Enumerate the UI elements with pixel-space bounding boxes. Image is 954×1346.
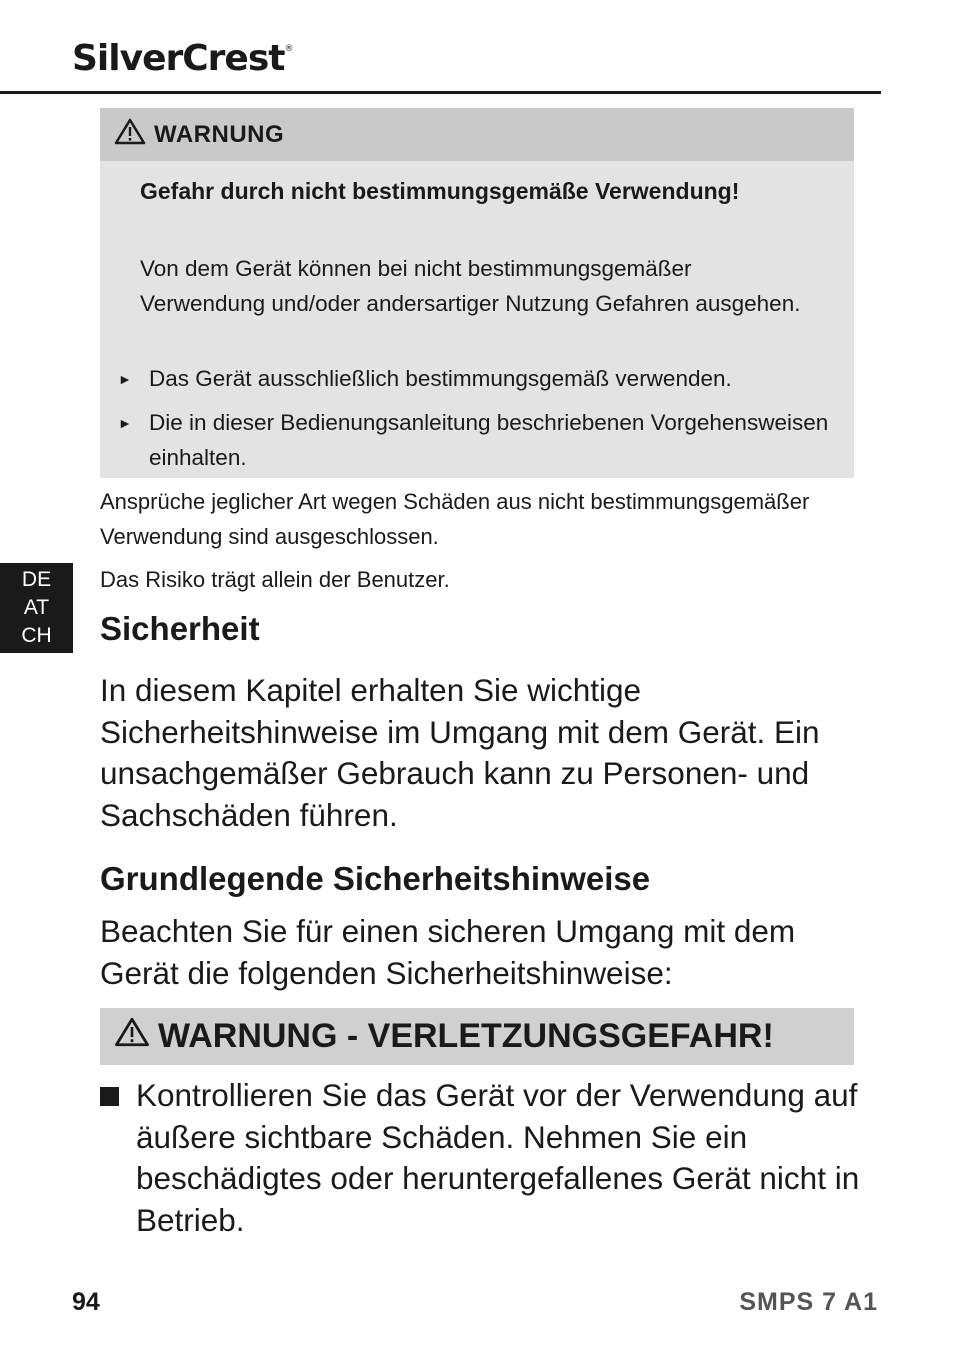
page-number: 94 xyxy=(72,1288,100,1316)
warning-title: Gefahr durch nicht bestimmungsgemäße Verwendung! xyxy=(140,178,740,204)
warning-bullet-text: Die in dieser Bedienungsanleitung beschriebenen Vorgehensweisen einhalten. xyxy=(149,410,829,470)
warning-box xyxy=(100,108,854,478)
risk-paragraph: Das Risiko trägt allein der Benutzer. xyxy=(100,567,450,592)
silvercrest-logo xyxy=(72,38,292,79)
warning-bullet-text: Das Gerät ausschließlich bestimmungsgemäß verwenden. xyxy=(149,366,732,391)
warning-bullet xyxy=(118,406,838,475)
logo-text: SilverCrest xyxy=(72,38,285,79)
injury-warning-item: Kontrollieren Sie das Gerät vor der Verwendung auf äußere sichtbare Schäden. Nehmen Sie ein beschädigtes oder heruntergefallenes Gerät nicht in Betrieb. xyxy=(136,1077,860,1238)
registered-mark: ® xyxy=(284,44,293,54)
basic-safety-heading: Grundlegende Sicherheitshinweise xyxy=(100,860,651,897)
warning-triangle-icon xyxy=(114,118,146,152)
injury-warning-label: WARNUNG - VERLETZUNGSGEFAHR! xyxy=(158,1017,774,1055)
language-at: AT xyxy=(23,596,50,619)
arrow-bullet-icon: ► xyxy=(118,371,132,387)
safety-heading: Sicherheit xyxy=(100,610,260,647)
header-rule xyxy=(0,91,881,94)
basic-safety-paragraph: Beachten Sie für einen sicheren Umgang mit dem Gerät die folgenden Sicherheitshinweise: xyxy=(100,913,796,991)
warning-label: WARNUNG xyxy=(154,120,285,148)
claims-paragraph: Ansprüche jeglicher Art wegen Schäden aus nicht bestimmungsgemäßer Verwendung sind ausgeschlossen. xyxy=(100,489,810,549)
language-ch: CH xyxy=(21,624,52,647)
injury-warning-bar xyxy=(100,1008,854,1065)
warning-box-header xyxy=(100,108,854,161)
warning-text: Von dem Gerät können bei nicht bestimmungsgemäßer Verwendung und/oder andersartiger Nutzung Gefahren ausgehen. xyxy=(140,256,801,316)
language-de: DE xyxy=(21,568,52,591)
arrow-bullet-icon: ► xyxy=(118,415,132,431)
warning-triangle-icon xyxy=(114,1017,150,1056)
safety-paragraph: In diesem Kapitel erhalten Sie wichtige Sicherheitshinweise im Umgang mit dem Gerät. Ein unsachgemäßer Gebrauch kann zu Personen- und Sachschäden führen. xyxy=(100,672,820,833)
language-tab xyxy=(0,563,73,653)
model-name: SMPS 7 A1 xyxy=(739,1288,878,1316)
warning-bullet xyxy=(118,362,838,397)
square-bullet-icon xyxy=(100,1087,119,1106)
